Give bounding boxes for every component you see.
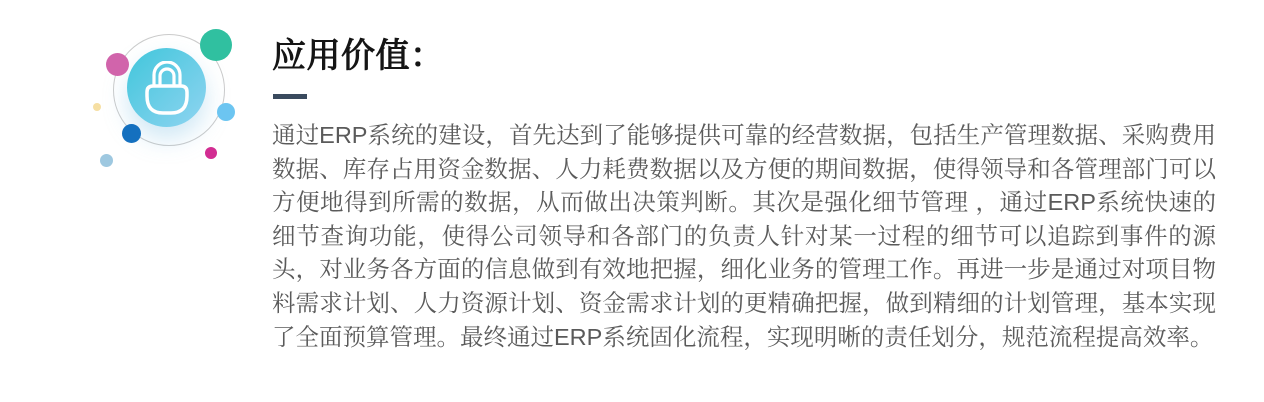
dark-blue-dot [122,124,141,143]
sky-blue-dot [217,103,235,121]
lock-badge-group [0,0,260,200]
lock-icon [144,61,190,115]
magenta-dot [205,147,217,159]
body-paragraph: 通过ERP系统的建设，首先达到了能够提供可靠的经营数据，包括生产管理数据、采购费用数据、库存占用资金数据、人力耗费数据以及方便的期间数据，使得领导和各管理部门可以方便地得到所需的数据，从而做出决策判断。其次是强化细节管理 ，通过ERP系统快速的细节查询功能，使得公司领导和各部门的负责人针对某一过程的细节可以追踪到事件的源头，对业务各方面的信息做到有效地把握，细化业务的管理工作。再进一步是通过对项目物料需求计划、人力资源计划、资金需求计划的更精确把握，做到精细的计划管理，基本实现了全面预算管理。最终通过ERP系统固化流程，实现明晰的责任划分，规范流程提高效率。 [272,122,1216,350]
muted-blue-dot [100,154,113,167]
cream-dot [93,103,101,111]
pink-dot [106,53,129,76]
teal-dot [200,29,232,61]
section-title: 应用价值： [272,37,445,75]
lock-badge-circle [127,48,206,127]
accent-dash [273,94,307,99]
